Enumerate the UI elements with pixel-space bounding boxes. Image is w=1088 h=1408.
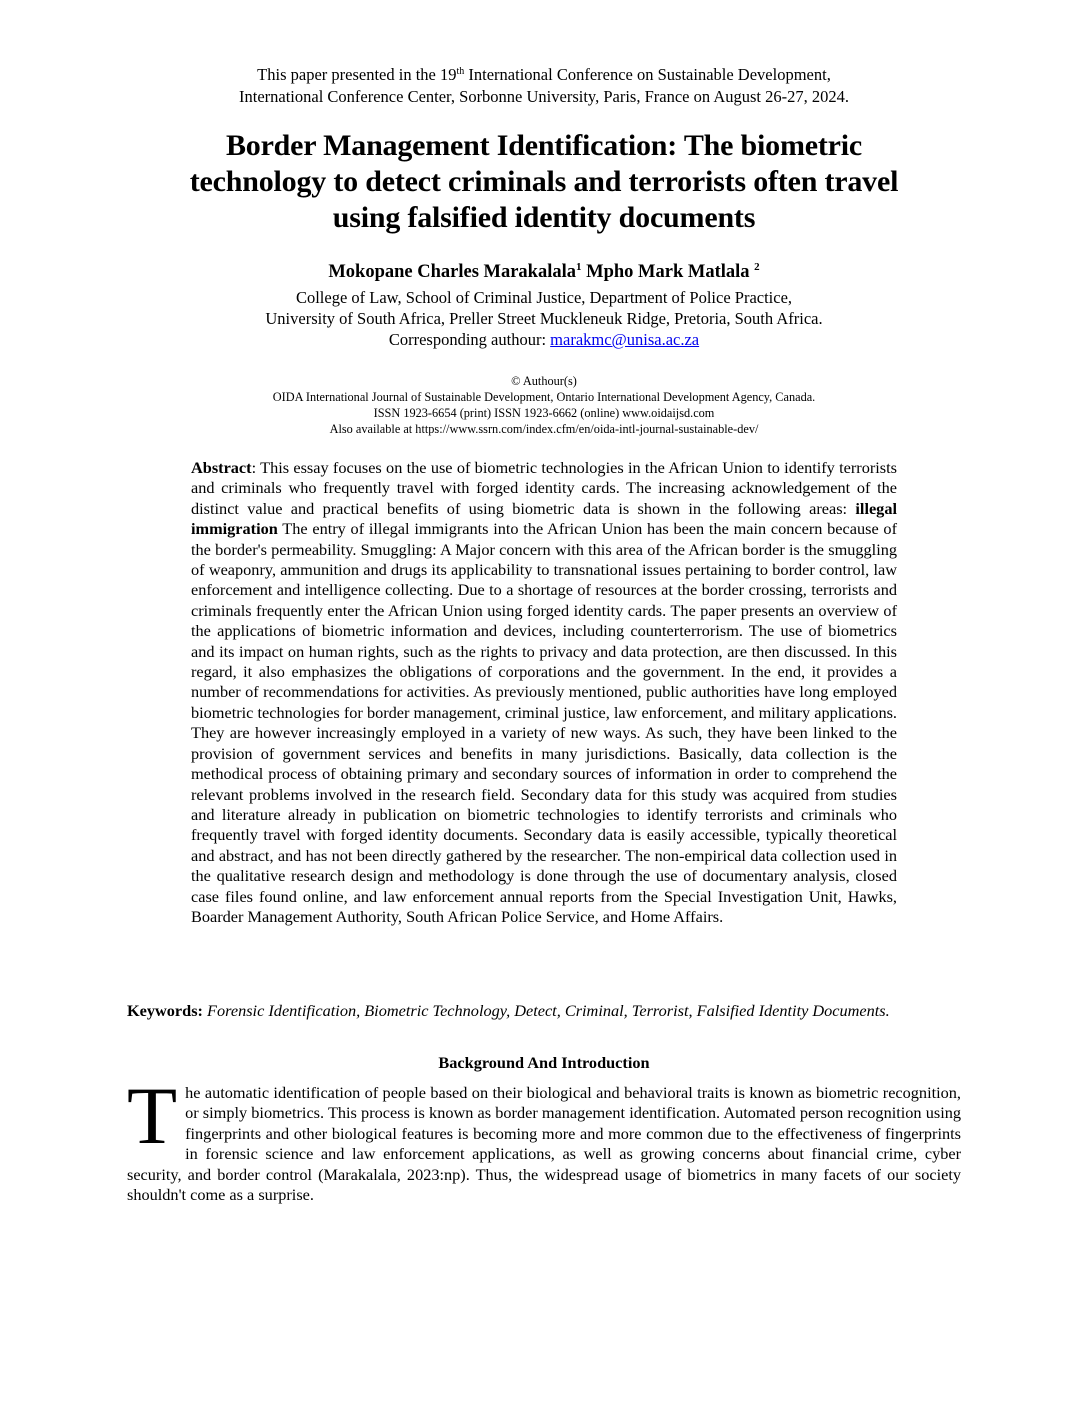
author-2: Mpho Mark Matlala (581, 262, 755, 282)
author-1: Mokopane Charles Marakalala (328, 262, 577, 282)
introduction-paragraph: The automatic identification of people based on their biological and behavioral traits is known as biometric recognition, or simply biometrics. This process is known as border management identification. Automated person recognition using fingerprints and other biological features is becoming more and more common due to the effectiveness of fingerprints in forensic science and law enforcement applications, as well as growing concerns about financial crime, cyber security, and border control (Marakalala, 2023:np). Thus, the widespread usage of biometrics in many facets of our society shouldn't come as a surprise. (127, 1070, 961, 1205)
availability-line: Also available at https://www.ssrn.com/index.cfm/en/oida-intl-journal-sustainable-dev/ (329, 422, 759, 436)
keywords-list: Forensic Identification, Biometric Technology, Detect, Criminal, Terrorist, Falsified Identity Documents. (202, 1001, 890, 1020)
abstract: Abstract: This essay focuses on the use of biometric technologies in the African Union to identify terrorists and criminals who frequently travel with forged identity cards. The increasing acknowledgement of the distinct value and practical benefits of using biometric data is shown in the following areas: illegal immigration The entry of illegal immigrants into the African Union has been the main concern because of the border's permeability. Smuggling: A Major concern with this area of the African border is the smuggling of weaponry, ammunition and drugs its applicability to transnational issues pertaining to border control, law enforcement and intelligence collecting. Due to a shortage of resources at the border crossing, terrorists and criminals frequently enter the African Union using forged identity cards. The paper presents an overview of the applications of biometric information and devices, including counterterrorism. The use of biometrics and its impact on human rights, such as the rights to privacy and data protection, are then discussed. In this regard, it also emphasizes the obligations of corporations and the government. In the end, it provides a number of recommendations for activities. As previously mentioned, public authorities have long employed biometric technologies for border management, criminal justice, law enforcement, and military applications. They are however increasingly employed in a variety of new ways. As such, they have been linked to the provision of government services and benefits in many jurisdictions. Basically, data collection is the methodical process of obtaining primary and secondary sources of information in order to comprehend the relevant problems involved in the research field. Secondary data for this study was acquired from studies and literature already in publication on biometric technologies to identify terrorists and criminals who frequently travel with forged identity documents. Secondary data is easily accessible, typically theoretical and abstract, and has not been directly gathered by the researcher. The non-empirical data collection used in the qualitative research design and methodology is done through the use of documentary analysis, closed case files found online, and law enforcement annual reports from the Special Investigation Unit, Hawks, Boarder Management Authority, South African Police Service, and Home Affairs. (191, 458, 897, 926)
corresponding-email-link[interactable]: marakmc@unisa.ac.za (550, 330, 700, 349)
title-line-3: using falsified identity documents (332, 201, 756, 234)
section-heading: Background And Introduction (438, 1053, 650, 1072)
author-list: Mokopane Charles Marakalala$^1$ Mpho Mark Matlala $^2$ (328, 261, 760, 282)
corresponding-author: Corresponding authour: marakmc@unisa.ac.za (388, 330, 700, 349)
journal-line: OIDA International Journal of Sustainable Development, Ontario International Development Agency, Canada. (272, 390, 816, 404)
conference-line-1: This paper presented in the 19th International Conference on Sustainable Development, (257, 65, 831, 84)
affiliation-line-1: College of Law, School of Criminal Justice, Department of Police Practice, (295, 288, 793, 307)
conference-note (120, 64, 968, 108)
conference-line-2: International Conference Center, Sorbonne University, Paris, France on August 26-27, 2024. (238, 87, 849, 106)
abstract-label: Abstract (191, 458, 252, 477)
copyright-line: © Authour(s) (511, 374, 577, 388)
issn-line: ISSN 1923-6654 (print) ISSN 1923-6662 (online) www.oidaijsd.com (373, 406, 715, 420)
affiliation (120, 287, 968, 350)
paper-title (110, 128, 978, 236)
drop-cap: T (127, 1070, 178, 1161)
keywords-label: Keywords: (127, 1001, 203, 1020)
title-line-1: Border Management Identification: The biometric (225, 129, 863, 162)
title-line-2: technology to detect criminals and terrorists often travel (189, 165, 899, 198)
affiliation-line-2: University of South Africa, Preller Street Muckleneuk Ridge, Pretoria, South Africa. (265, 309, 823, 328)
copyright-block (120, 373, 968, 437)
keywords (127, 1000, 897, 1021)
